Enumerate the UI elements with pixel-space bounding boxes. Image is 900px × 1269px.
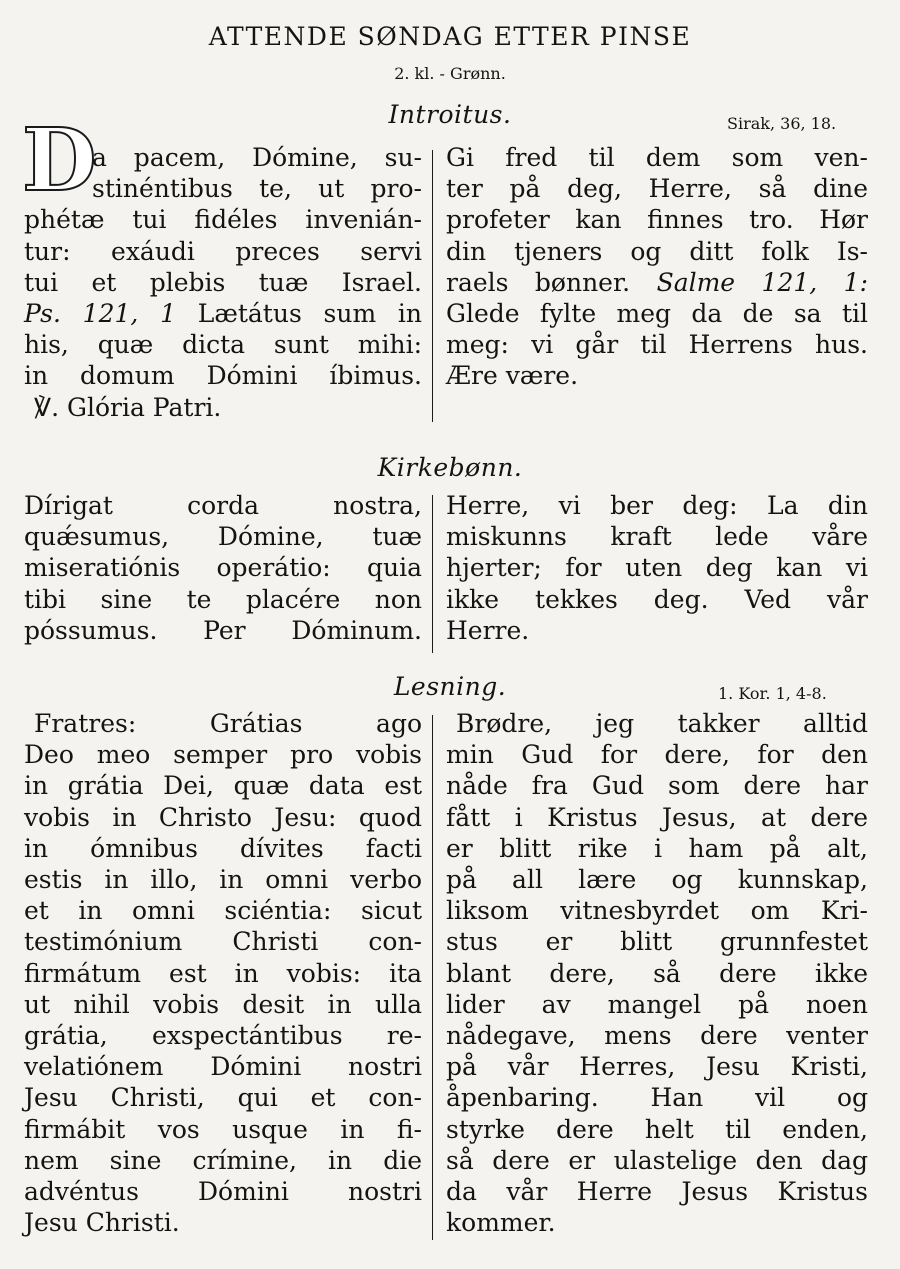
- text-fragment: Lætátus sum in: [197, 299, 423, 329]
- text-line: velatiónem Dómini nostri: [24, 1052, 422, 1082]
- text-line: in grátia Dei, quæ data est: [24, 771, 422, 801]
- text-line: Glede fylte meg da de sa til: [446, 299, 868, 329]
- text-line: tui et plebis tuæ Israel.: [24, 267, 422, 297]
- text-line: nådegave, mens dere venter: [446, 1021, 868, 1051]
- text-line: lider av mangel på noen: [446, 989, 868, 1019]
- text-line: ikke tekkes deg. Ved vår: [446, 584, 868, 614]
- kirkebonn-norwegian-text: [446, 490, 868, 646]
- text-line: miseratiónis operátio: quia: [24, 553, 422, 583]
- text-line: in domum Dómini íbimus.: [24, 361, 422, 391]
- text-line: grátia, exspectántibus re-: [24, 1021, 422, 1051]
- column-divider: [432, 150, 433, 422]
- text-line: er blitt rike i ham på alt,: [446, 833, 868, 863]
- introitus-latin-text: [24, 142, 422, 423]
- text-line: tur: exáudi preces servi: [24, 236, 422, 266]
- text-line: så dere er ulastelige den dag: [446, 1145, 868, 1175]
- kirkebonn-heading: Kirkebønn.: [377, 453, 523, 482]
- text-line: in ómnibus dívites facti: [24, 833, 422, 863]
- text-line: Jesu Christi, qui et con-: [24, 1083, 422, 1113]
- text-line: firmábit vos usque in fi-: [24, 1114, 422, 1144]
- lesning-heading: Lesning.: [393, 672, 507, 701]
- text-line: miskunns kraft lede våre: [446, 522, 868, 552]
- text-line: stus er blitt grunnfestet: [446, 927, 868, 957]
- text-line: estis in illo, in omni verbo: [24, 865, 422, 895]
- text-line: din tjeners og ditt folk Is-: [446, 236, 868, 266]
- column-divider: [432, 715, 433, 1240]
- text-line: Gi fred til dem som ven-: [446, 143, 868, 172]
- lesning-reference: 1. Kor. 1, 4-8.: [718, 684, 827, 703]
- text-line: kommer.: [446, 1208, 556, 1238]
- text-line: phétæ tui fidéles invenián-: [24, 205, 422, 235]
- psalm-reference: Ps. 121, 1: [24, 299, 176, 329]
- page-subtitle: 2. kl. - Grønn.: [394, 64, 506, 83]
- text-line: Brødre, jeg takker alltid: [456, 709, 868, 738]
- text-line: Deo meo semper pro vobis: [24, 740, 422, 770]
- text-line: hjerter; for uten deg kan vi: [446, 553, 868, 583]
- text-line: Jesu Christi.: [24, 1208, 180, 1238]
- lesning-norwegian-text: [446, 708, 868, 1238]
- text-line: a pacem, Dómine, su-: [92, 143, 422, 172]
- text-line: profeter kan finnes tro. Hør: [446, 205, 868, 235]
- introitus-reference: Sirak, 36, 18.: [727, 114, 837, 133]
- text-line: på all lære og kunnskap,: [446, 865, 868, 895]
- text-line: Herre, vi ber deg: La din: [446, 491, 868, 520]
- introitus-norwegian-text: [446, 142, 868, 392]
- text-line: ut nihil vobis desit in ulla: [24, 989, 422, 1019]
- text-line: firmátum est in vobis: ita: [24, 958, 422, 988]
- text-line: tibi sine te placére non: [24, 584, 422, 614]
- text-line: [446, 267, 868, 298]
- text-line: liksom vitnesbyrdet om Kri-: [446, 896, 868, 926]
- text-line: da vår Herre Jesus Kristus: [446, 1177, 868, 1207]
- text-line: Herre.: [446, 615, 530, 645]
- text-line: ℣. Glória Patri.: [34, 392, 222, 422]
- text-line: Dírigat corda nostra,: [24, 491, 422, 520]
- text-line: testimónium Christi con-: [24, 927, 422, 957]
- text-line: Fratres: Grátias ago: [34, 709, 422, 738]
- introitus-dropcap: D: [22, 110, 97, 211]
- text-line: his, quæ dicta sunt mihi:: [24, 330, 422, 360]
- text-line: åpenbaring. Han vil og: [446, 1083, 868, 1113]
- text-line: Ære være.: [446, 361, 579, 391]
- text-line: quǽsumus, Dómine, tuæ: [24, 522, 422, 552]
- kirkebonn-latin-text: [24, 490, 422, 646]
- text-line: vobis in Christo Jesu: quod: [24, 802, 422, 832]
- text-line: blant dere, så dere ikke: [446, 958, 868, 988]
- text-line: fått i Kristus Jesus, at dere: [446, 802, 868, 832]
- text-line: póssumus. Per Dóminum.: [24, 615, 422, 645]
- text-line: min Gud for dere, for den: [446, 740, 868, 770]
- page-title: ATTENDE SØNDAG ETTER PINSE: [208, 22, 692, 51]
- text-fragment: raels bønner.: [446, 267, 631, 297]
- text-line: meg: vi går til Herrens hus.: [446, 330, 868, 360]
- text-line: på vår Herres, Jesu Kristi,: [446, 1052, 868, 1082]
- text-line: styrke dere helt til enden,: [446, 1114, 868, 1144]
- text-line: et in omni sciéntia: sicut: [24, 896, 422, 926]
- text-line: [24, 298, 422, 329]
- lesning-latin-text: [24, 708, 422, 1238]
- text-line: ter på deg, Herre, så dine: [446, 174, 868, 204]
- text-line: nåde fra Gud som dere har: [446, 771, 868, 801]
- text-line: stinéntibus te, ut pro-: [92, 174, 422, 204]
- introitus-heading: Introitus.: [388, 100, 512, 129]
- psalm-reference: Salme 121, 1:: [656, 267, 868, 297]
- text-line: nem sine crímine, in die: [24, 1145, 422, 1175]
- column-divider: [432, 495, 433, 653]
- text-line: advéntus Dómini nostri: [24, 1177, 422, 1207]
